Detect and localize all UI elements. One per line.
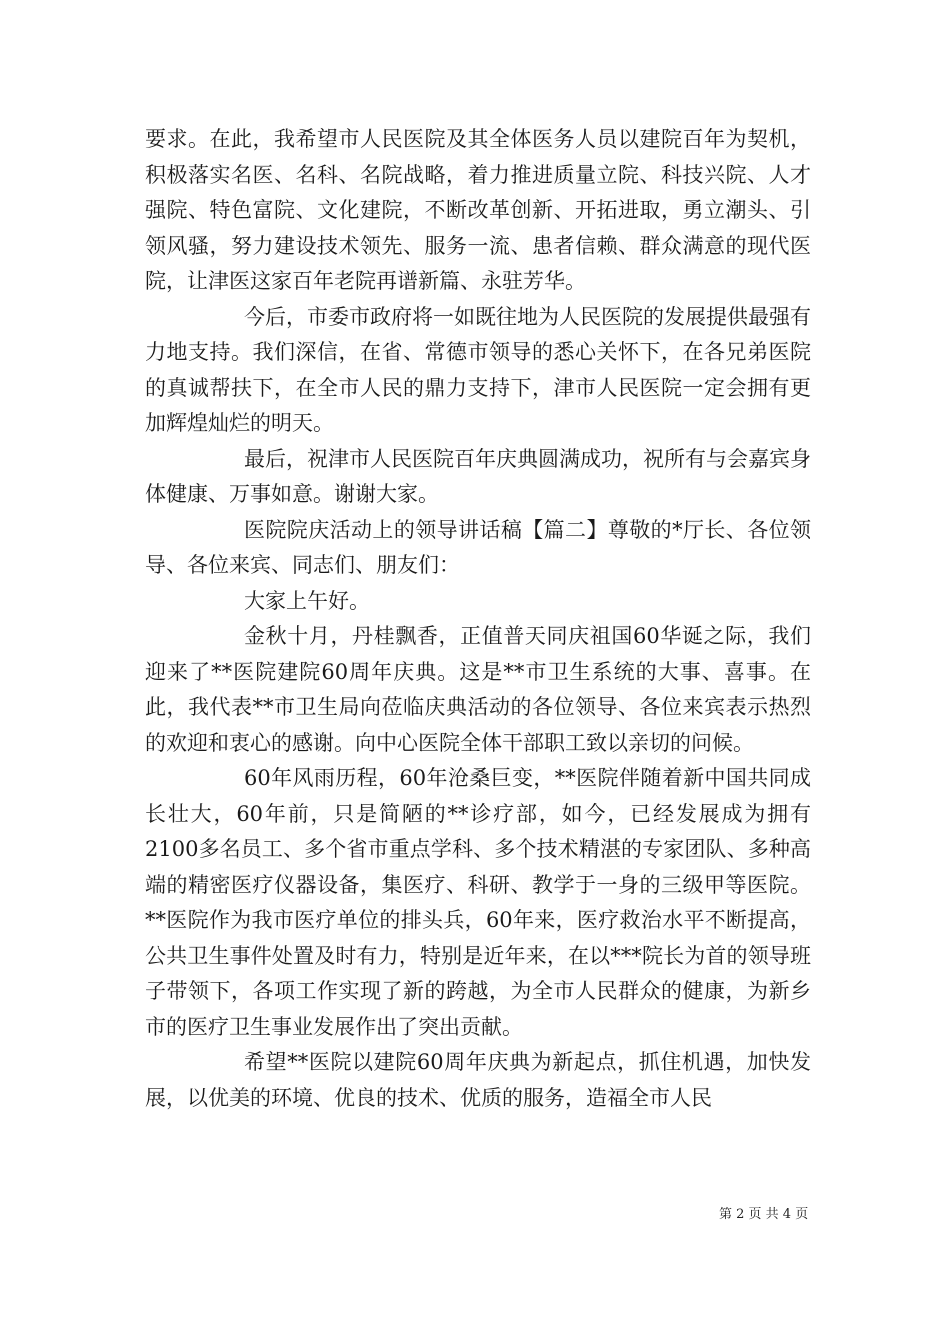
paragraph-speech-two-heading: 医院院庆活动上的领导讲话稿【篇二】尊敬的*厅长、各位领导、各位来宾、同志们、朋友们： [145,517,811,577]
paragraph-closing-wishes: 最后，祝津市人民医院百年庆典圆满成功，祝所有与会嘉宾身体健康、万事如意。谢谢大家。 [145,446,811,506]
paragraph-future-support: 今后，市委市政府将一如既往地为人民医院的发展提供最强有力地支持。我们深信，在省、常德市领导的悉心关怀下，在各兄弟医院的真诚帮扶下，在全市人民的鼎力支持下，津市人民医院一定会拥有更加辉煌灿烂的明天。 [145,304,811,435]
paragraph-golden-autumn: 金秋十月，丹桂飘香，正值普天同庆祖国60华诞之际，我们迎来了**医院建院60周年庆典。这是**市卫生系统的大事、喜事。在此，我代表**市卫生局向莅临庆典活动的各位领导、各位来宾表示热烈的欢迎和衷心的感谢。向中心医院全体干部职工致以亲切的问候。 [145,624,811,755]
paragraph-hope: 希望**医院以建院60周年庆典为新起点，抓住机遇，加快发展，以优美的环境、优良的技术、优质的服务，造福全市人民 [145,1050,811,1110]
paragraph-continuation: 要求。在此，我希望市人民医院及其全体医务人员以建院百年为契机，积极落实名医、名科、名院战略，着力推进质量立院、科技兴院、人才强院、特色富院、文化建院，不断改革创新、开拓进取，勇立潮头、引领风骚，努力建设技术领先、服务一流、患者信赖、群众满意的现代医院，让津医这家百年老院再谱新篇、永驻芳华。 [145,127,811,293]
paragraph-greeting: 大家上午好。 [244,588,370,613]
page-number: 第 2 页 共 4 页 [719,1207,809,1222]
document-body [145,122,811,1116]
paragraph-sixty-years: 60年风雨历程，60年沧桑巨变，**医院伴随着新中国共同成长壮大，60年前，只是简陋的**诊疗部，如今，已经发展成为拥有2100多名员工、多个省市重点学科、多个技术精湛的专家团队、多种高端的精密医疗仪器设备，集医疗、科研、教学于一身的三级甲等医院。**医院作为我市医疗单位的排头兵，60年来，医疗救治水平不断提高，公共卫生事件处置及时有力，特别是近年来，在以***院长为首的领导班子带领下，各项工作实现了新的跨越，为全市人民群众的健康，为新乡市的医疗卫生事业发展作出了突出贡献。 [145,766,811,1039]
